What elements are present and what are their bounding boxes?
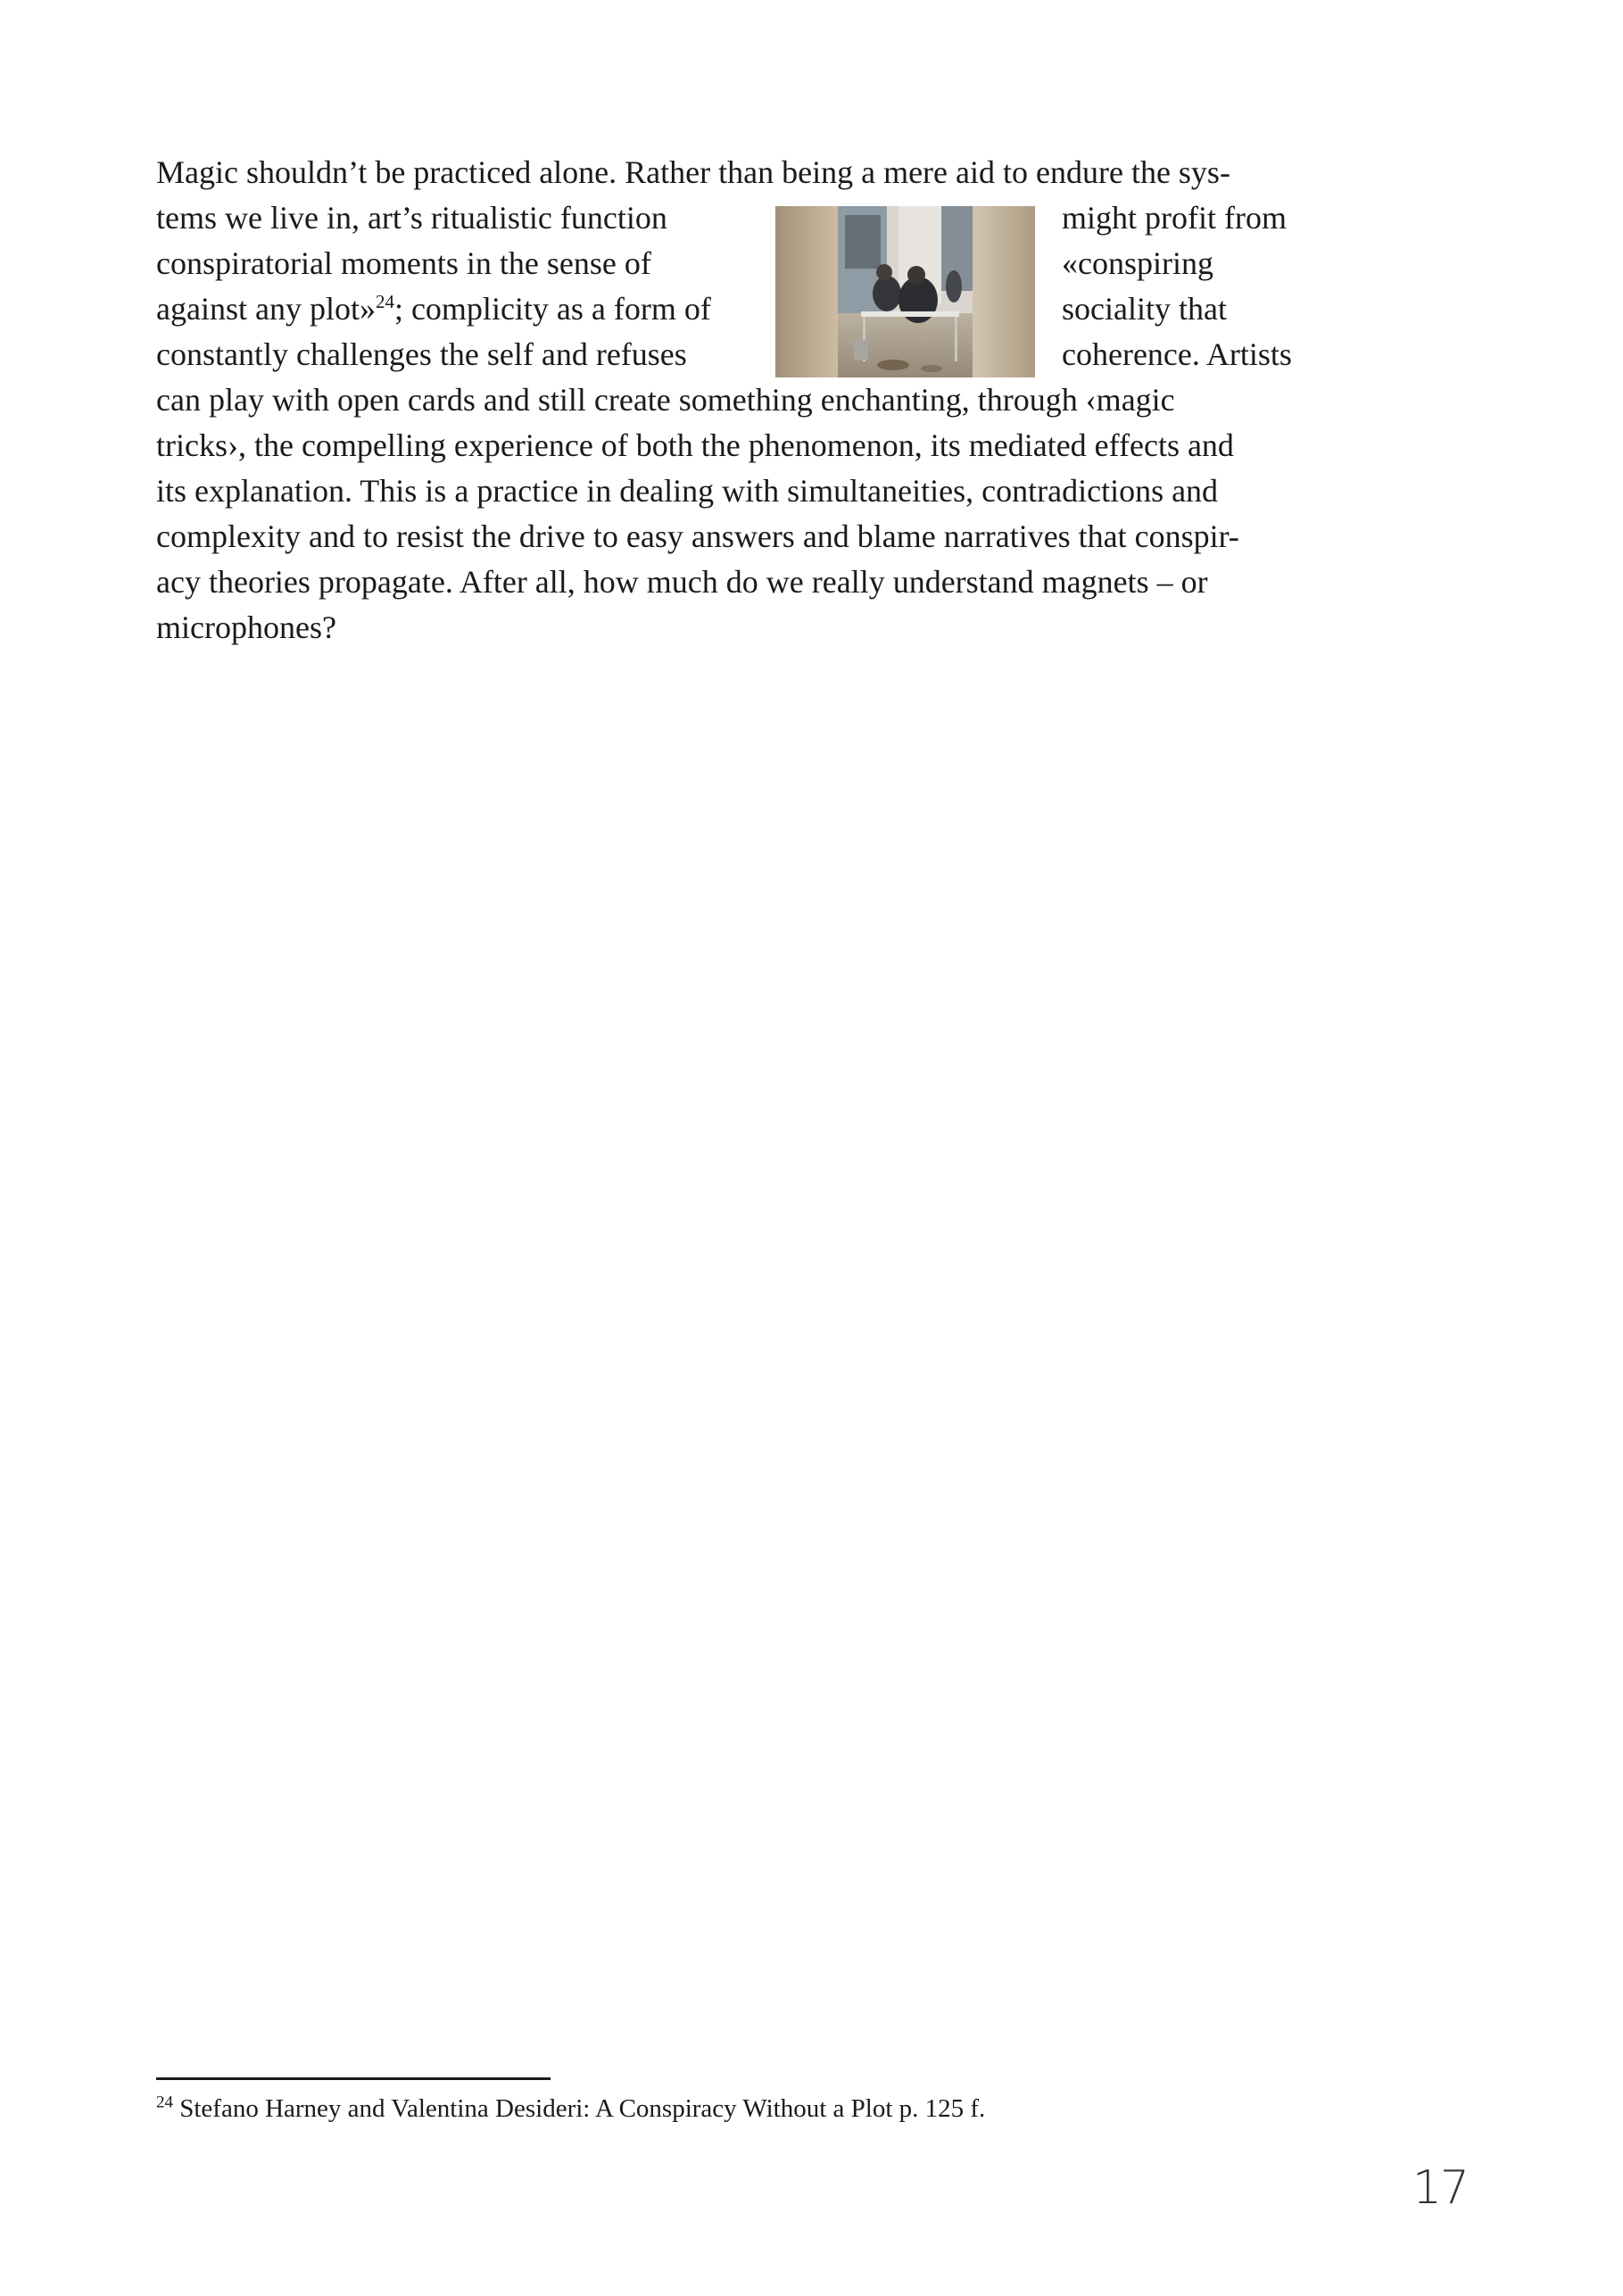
footnote-divider [156,2077,551,2080]
paragraph-line-split [156,286,1321,332]
footnote-reference: 24 [375,291,394,312]
page-number: 17 [1412,2161,1468,2215]
paragraph-line: tricks›, the compelling experience of both the phenomenon, its mediated effects and [156,427,1234,463]
paragraph-line: Magic shouldn’t be practiced alone. Rather than being a mere aid to endure the sys- [156,154,1230,190]
paragraph-line-left: conspiratorial moments in the sense of [156,245,651,281]
paragraph-line: acy theories propagate. After all, how much do we really understand magnets – or [156,564,1208,600]
paragraph-line-left: tems we live in, art’s ritualistic function [156,200,667,236]
inline-photo [775,206,1035,377]
body-paragraph [156,150,1321,651]
paragraph-line-left: constantly challenges the self and refuses [156,336,687,372]
paragraph-line-split [156,195,1321,241]
paragraph-line: microphones? [156,609,336,645]
paragraph-line-right: coherence. Artists [1062,336,1292,372]
paragraph-line-right: might profit from [1062,200,1287,236]
paragraph-line-left [156,286,745,332]
paragraph-text: against any plot» [156,291,376,327]
paragraph-line-split [156,241,1321,286]
paragraph-line: complexity and to resist the drive to easy answers and blame narratives that conspir- [156,518,1239,554]
footnote [156,2091,1316,2126]
paragraph-line-right: sociality that [1062,291,1227,327]
paragraph-text: ; complicity as a form of [393,291,711,327]
footnote-text: Stefano Harney and Valentina Desideri: A Conspiracy Without a Plot p. 125 f. [173,2094,986,2123]
footnote-number: 24 [156,2093,173,2112]
paragraph-line: its explanation. This is a practice in dealing with simultaneities, contradictions and [156,473,1219,509]
paragraph-line: can play with open cards and still create something enchanting, through ‹magic [156,382,1175,418]
paragraph-line-split [156,332,1321,377]
paragraph-line-right: «conspiring [1062,245,1213,281]
